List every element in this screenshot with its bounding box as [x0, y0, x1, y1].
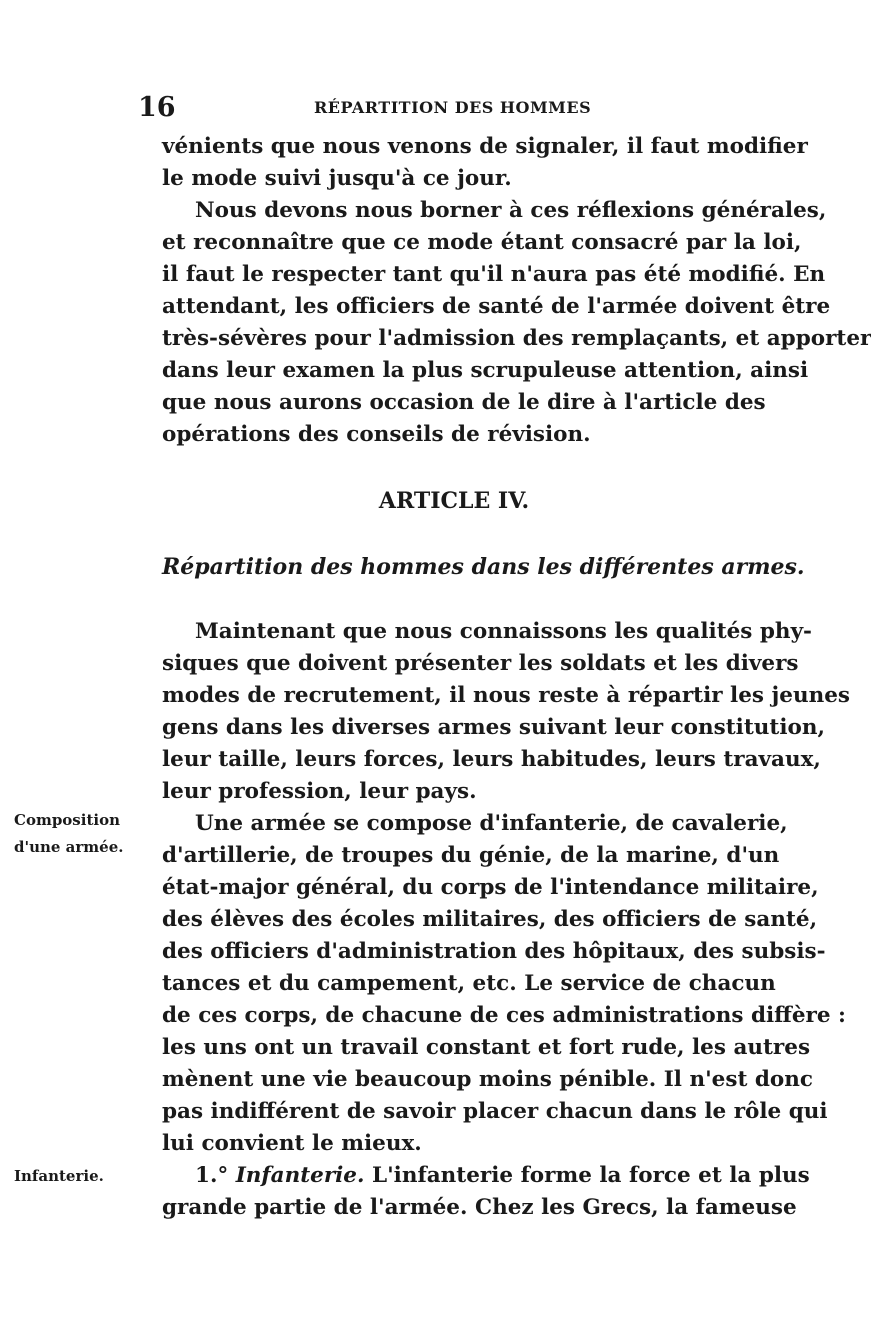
text-line: vénients que nous venons de signaler, il faut modifier — [162, 134, 808, 159]
text-line: de ces corps, de chacune de ces administrations diffère : — [162, 1003, 846, 1028]
text-line: dans leur examen la plus scrupuleuse attention, ainsi — [162, 358, 809, 383]
article-subtitle: Répartition des hommes dans les différentes armes. — [162, 554, 805, 580]
text-line: il faut le respecter tant qu'il n'aura pas été modifié. En — [162, 262, 826, 287]
text-line: tances et du campement, etc. Le service de chacun — [162, 971, 776, 996]
section-text: L'infanterie forme la force et la plus — [371, 1163, 810, 1188]
text-line: siques que doivent présenter les soldats et les divers — [162, 651, 799, 676]
text-line: grande partie de l'armée. Chez les Grecs, la fameuse — [162, 1195, 797, 1220]
text-line: très-sévères pour l'admission des remplaçants, et apporter — [162, 326, 871, 351]
text-line: que nous aurons occasion de le dire à l'article des — [162, 390, 766, 415]
article-heading: ARTICLE IV. — [378, 488, 530, 514]
text-line: gens dans les diverses armes suivant leur constitution, — [162, 715, 825, 740]
text-line: d'artillerie, de troupes du génie, de la marine, d'un — [162, 843, 780, 868]
text-line: opérations des conseils de révision. — [162, 422, 591, 447]
margin-note-composition-2: d'une armée. — [14, 838, 124, 856]
margin-note-composition: Composition — [14, 811, 120, 829]
text-line: attendant, les officiers de santé de l'armée doivent être — [162, 294, 831, 319]
page-number: 16 — [138, 92, 176, 123]
text-line: pas indifférent de savoir placer chacun dans le rôle qui — [162, 1099, 828, 1124]
text-line: des officiers d'administration des hôpitaux, des subsis- — [162, 939, 826, 964]
text-line: et reconnaître que ce mode étant consacré par la loi, — [162, 230, 802, 255]
text-line: modes de recrutement, il nous reste à répartir les jeunes — [162, 683, 850, 708]
text-line: Nous devons nous borner à ces réflexions générales, — [195, 198, 827, 223]
page-header — [138, 93, 638, 123]
text-line: Maintenant que nous connaissons les qualités phy- — [195, 619, 812, 644]
text-line: leur profession, leur pays. — [162, 779, 477, 804]
text-line: leur taille, leurs forces, leurs habitudes, leurs travaux, — [162, 747, 821, 772]
section-number: 1.° — [195, 1163, 229, 1188]
text-line: le mode suivi jusqu'à ce jour. — [162, 166, 512, 191]
text-line: lui convient le mieux. — [162, 1131, 422, 1156]
text-line: les uns ont un travail constant et fort rude, les autres — [162, 1035, 811, 1060]
text-line: des élèves des écoles militaires, des officiers de santé, — [162, 907, 818, 932]
text-line: état-major général, du corps de l'intendance militaire, — [162, 875, 819, 900]
section-term: Infanterie. — [235, 1163, 365, 1188]
text-line — [195, 1160, 810, 1192]
text-line: mènent une vie beaucoup moins pénible. Il n'est donc — [162, 1067, 813, 1092]
text-line: Une armée se compose d'infanterie, de cavalerie, — [195, 811, 788, 836]
margin-note-infanterie: Infanterie. — [14, 1167, 104, 1185]
running-title: RÉPARTITION DES HOMMES — [314, 98, 592, 117]
